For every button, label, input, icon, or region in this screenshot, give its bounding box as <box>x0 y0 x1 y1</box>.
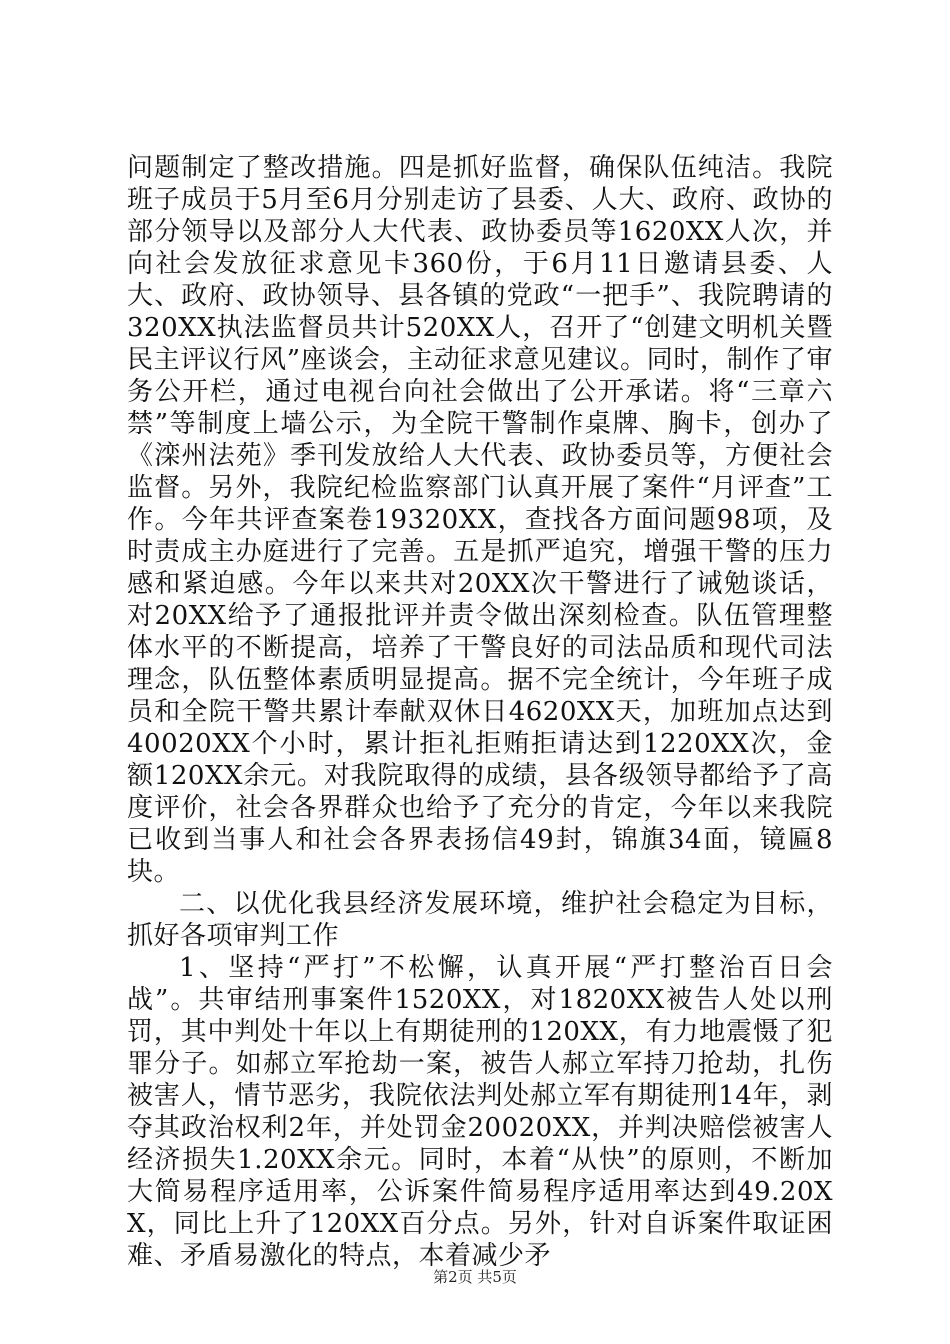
page-number-footer: 第2页 共5页 <box>433 1268 517 1286</box>
document-body <box>127 152 833 1272</box>
paragraph-strike-hard: 1、坚持“严打”不松懈，认真开展“严打整治百日会战”。共审结刑事案件1520XX，对1820XX被告人处以刑罚，其中判处十年以上有期徒刑的120XX，有力地震慑了犯罪分子。如郝立军抢劫一案，被告人郝立军持刀抢劫，扎伤被害人，情节恶劣，我院依法判处郝立军有期徒刑14年，剥夺其政治权利2年，并处罚金20020XX，并判决赔偿被害人经济损失1.20XX余元。同时，本着“从快”的原则，不断加大简易程序适用率，公诉案件简易程序适用率达到49.20XX，同比上升了120XX百分点。另外，针对自诉案件取证困难、矛盾易激化的特点，本着减少矛 <box>127 953 833 1271</box>
section-heading-trial-work: 二、以优化我县经济发展环境，维护社会稳定为目标，抓好各项审判工作 <box>127 889 833 951</box>
paragraph-supervision: 问题制定了整改措施。四是抓好监督，确保队伍纯洁。我院班子成员于5月至6月分别走访了县委、人大、政府、政协的部分领导以及部分人大代表、政协委员等1620XX人次，并向社会发放征求意见卡360份，于6月11日邀请县委、人大、政府、政协领导、县各镇的党政“一把手”、我院聘请的320XX执法监督员共计520XX人，召开了“创建文明机关暨民主评议行风”座谈会，主动征求意见建议。同时，制作了审务公开栏，通过电视台向社会做出了公开承诺。将“三章六禁”等制度上墙公示，为全院干警制作桌牌、胸卡，创办了《滦州法苑》季刊发放给人大代表、政协委员等，方便社会监督。另外，我院纪检监察部门认真开展了案件“月评查”工作。今年共评查案卷19320XX，查找各方面问题98项，及时责成主办庭进行了完善。五是抓严追究，增强干警的压力感和紧迫感。今年以来共对20XX次干警进行了诫勉谈话，对20XX给予了通报批评并责令做出深刻检查。队伍管理整体水平的不断提高，培养了干警良好的司法品质和现代司法理念，队伍整体素质明显提高。据不完全统计，今年班子成员和全院干警共累计奉献双休日4620XX天，加班加点达到40020XX个小时，累计拒礼拒贿拒请达到1220XX次，金额120XX余元。对我院取得的成绩，县各级领导都给予了高度评价，社会各界群众也给予了充分的肯定，今年以来我院已收到当事人和社会各界表扬信49封，锦旗34面，镜匾8块。 <box>127 153 833 887</box>
